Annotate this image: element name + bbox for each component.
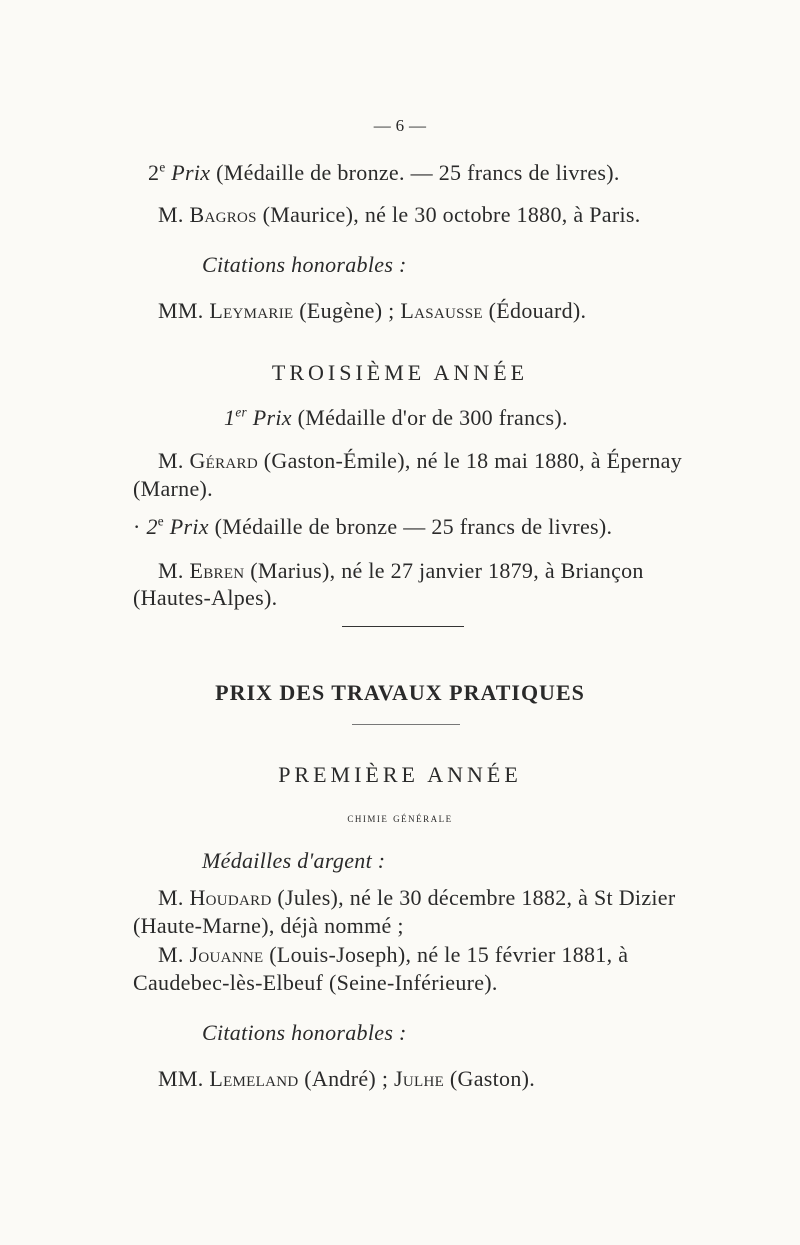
prize-line-2e-troisieme xyxy=(133,514,612,540)
citations-prefix: MM. xyxy=(158,298,210,323)
winner-ebren xyxy=(158,558,644,584)
entry-prefix: M. xyxy=(158,942,190,967)
winner-name: Gérard xyxy=(189,448,258,473)
prize-line-1er xyxy=(224,405,568,431)
entry-rest: (Jules), né le 30 décembre 1882, à St Dizier xyxy=(271,885,676,910)
entry-name: Houdard xyxy=(189,885,272,910)
section-divider xyxy=(342,626,464,627)
citations-prefix: MM. xyxy=(158,1066,210,1091)
winner-bagros xyxy=(158,202,641,228)
citation-name-2: Julhe xyxy=(394,1066,445,1091)
prize-word: Prix xyxy=(171,160,211,185)
entry-houdard xyxy=(158,885,676,911)
winner-ebren-cont: (Hautes-Alpes). xyxy=(133,585,278,610)
citation-rest-1: (Eugène) ; xyxy=(293,298,401,323)
bullet-mark: · xyxy=(133,514,147,539)
prize-line-2e xyxy=(148,160,620,186)
heading-premiere-annee: PREMIÈRE ANNÉE xyxy=(278,762,522,787)
prize-sup: e xyxy=(157,513,164,529)
citation-name-2: Lasausse xyxy=(400,298,483,323)
page-number: — 6 — xyxy=(373,116,427,135)
prize-word: Prix xyxy=(252,405,292,430)
winner-gerard xyxy=(158,448,682,474)
medals-label: Médailles d'argent : xyxy=(202,848,386,873)
citation-name-1: Leymarie xyxy=(209,298,294,323)
prize-num: 1 xyxy=(224,405,236,430)
entry-prefix: M. xyxy=(158,885,190,910)
prize-num: 2 xyxy=(146,514,158,539)
prize-rest: (Médaille de bronze — 25 francs de livres). xyxy=(208,514,613,539)
citation-name-1: Lemeland xyxy=(209,1066,299,1091)
prize-word: Prix xyxy=(169,514,209,539)
citations-1 xyxy=(158,298,586,324)
winner-name: Ebren xyxy=(189,558,245,583)
citations-2 xyxy=(158,1066,535,1092)
prize-rest: (Médaille d'or de 300 francs). xyxy=(291,405,568,430)
citation-rest-2: (Gaston). xyxy=(444,1066,536,1091)
heading-travaux-pratiques: PRIX DES TRAVAUX PRATIQUES xyxy=(215,680,585,705)
citations-label-1: Citations honorables : xyxy=(202,252,407,277)
winner-prefix: M. xyxy=(158,202,190,227)
winner-rest: (Maurice), né le 30 octobre 1880, à Paris. xyxy=(256,202,641,227)
prize-rest: (Médaille de bronze. — 25 francs de livres). xyxy=(210,160,620,185)
winner-name: Bagros xyxy=(189,202,257,227)
entry-jouanne-cont: Caudebec-lès-Elbeuf (Seine-Inférieure). xyxy=(133,970,498,995)
prize-num: 2 xyxy=(148,160,160,185)
citations-label-2: Citations honorables : xyxy=(202,1020,407,1045)
winner-rest: (Gaston-Émile), né le 18 mai 1880, à Épernay xyxy=(258,448,683,473)
winner-rest: (Marius), né le 27 janvier 1879, à Briançon xyxy=(244,558,644,583)
prize-sup: e xyxy=(159,159,166,175)
section-chimie-generale: chimie générale xyxy=(347,810,453,825)
entry-rest: (Louis-Joseph), né le 15 février 1881, à xyxy=(263,942,629,967)
winner-gerard-cont: (Marne). xyxy=(133,476,213,501)
heading-troisieme-annee: TROISIÈME ANNÉE xyxy=(271,360,529,385)
citation-rest-2: (Édouard). xyxy=(482,298,587,323)
prize-sup: er xyxy=(235,404,247,420)
entry-name: Jouanne xyxy=(189,942,264,967)
entry-jouanne xyxy=(158,942,628,968)
entry-houdard-cont: (Haute-Marne), déjà nommé ; xyxy=(133,913,404,938)
winner-prefix: M. xyxy=(158,558,190,583)
citation-rest-1: (André) ; xyxy=(298,1066,395,1091)
heading-underline xyxy=(352,724,460,725)
winner-prefix: M. xyxy=(158,448,190,473)
